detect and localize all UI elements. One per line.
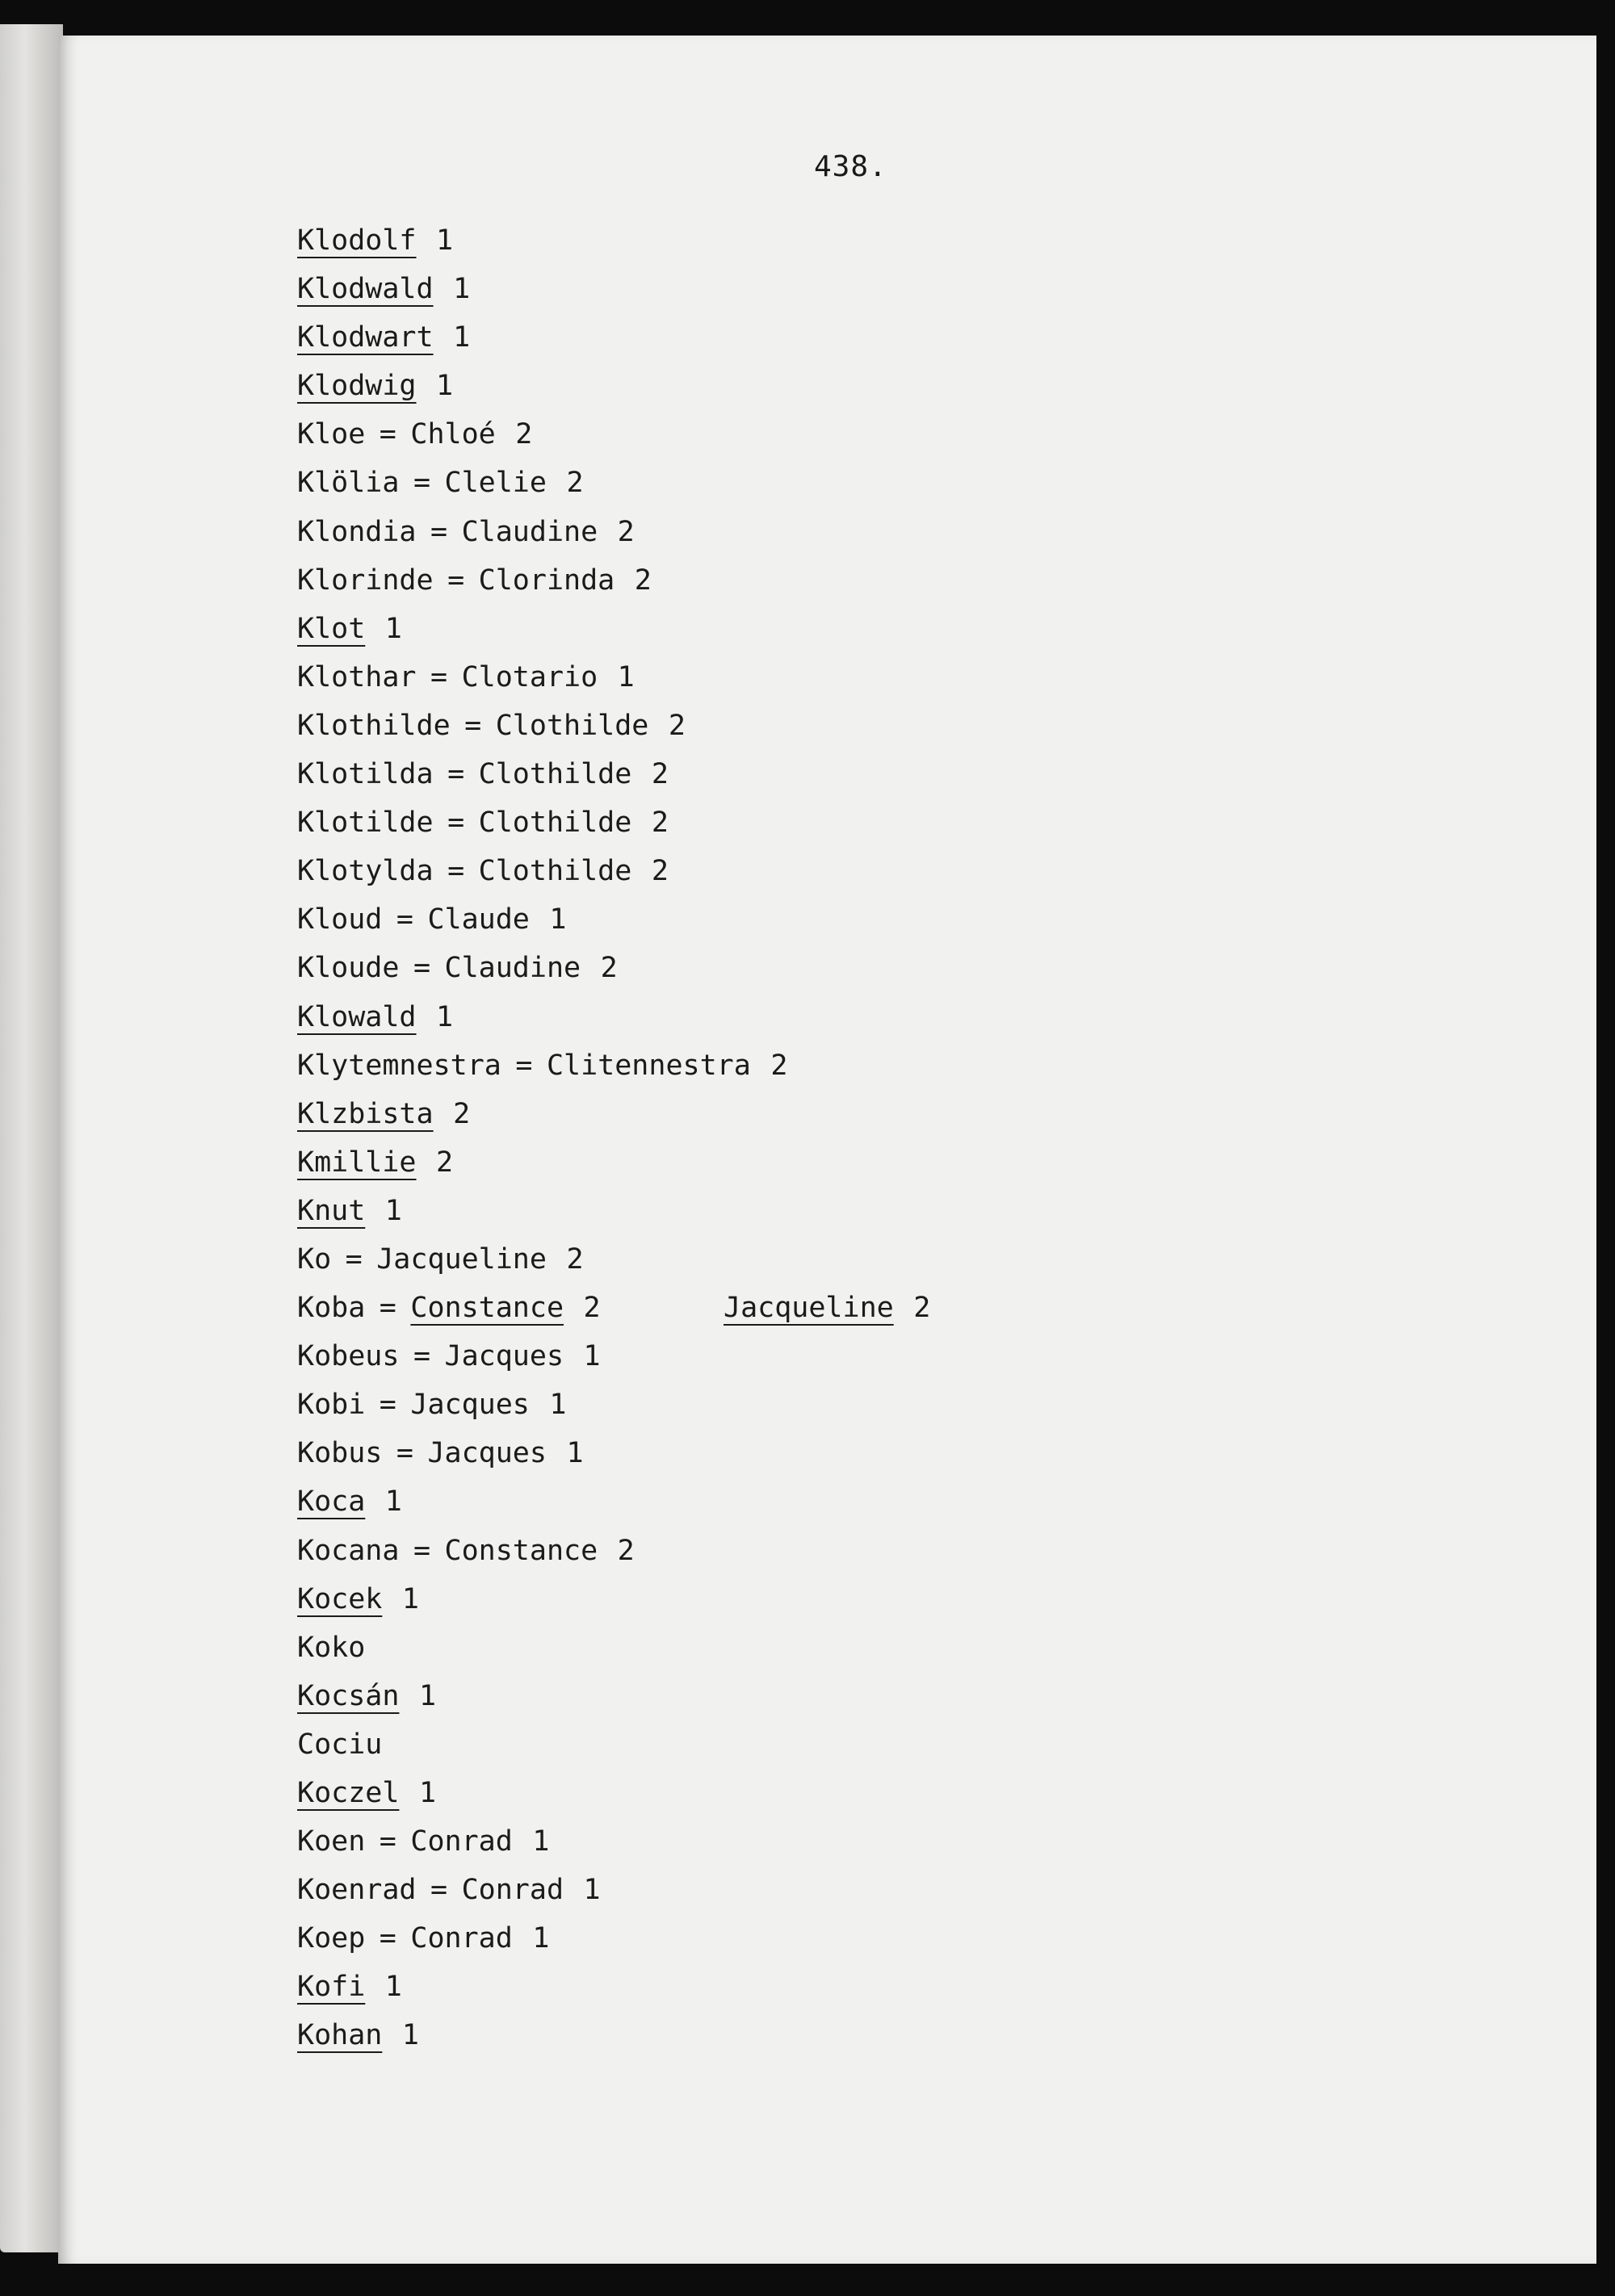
entry-name: Klölia xyxy=(297,467,400,500)
index-entry xyxy=(297,944,1428,992)
entry-equivalent: Claude xyxy=(427,903,530,936)
alternate-target: Jacqueline xyxy=(724,1292,894,1325)
entry-count: 1 xyxy=(436,370,454,403)
equals-sign: = xyxy=(447,855,465,888)
entry-name: Koenrad xyxy=(297,1874,417,1907)
entry-name: Kmillie xyxy=(297,1146,417,1179)
equals-sign: = xyxy=(464,709,482,742)
entry-count: 1 xyxy=(384,1971,402,2004)
entry-name: Koczel xyxy=(297,1777,400,1809)
index-entry xyxy=(297,1720,1428,1769)
equals-sign: = xyxy=(413,1340,431,1373)
index-entry xyxy=(297,653,1428,702)
index-entry xyxy=(297,459,1428,507)
entry-equivalent: Clelie xyxy=(444,467,547,500)
index-entry xyxy=(297,750,1428,798)
entry-count: 2 xyxy=(668,709,686,742)
entry-name: Kloud xyxy=(297,903,383,936)
entry-name: Kloude xyxy=(297,952,400,985)
entry-equivalent: Jacques xyxy=(444,1340,564,1373)
entry-count: 1 xyxy=(401,2019,419,2052)
entry-equivalent: Clorinda xyxy=(478,564,615,597)
entry-count: 1 xyxy=(549,1389,567,1422)
entry-count: 1 xyxy=(566,1437,584,1470)
entry-count: 2 xyxy=(651,758,669,791)
entry-name: Koca xyxy=(297,1485,366,1519)
entry-count: 2 xyxy=(634,564,652,597)
entry-count: 2 xyxy=(515,418,533,451)
entry-name: Kofi xyxy=(297,1971,366,2004)
entry-name: Knut xyxy=(297,1194,366,1227)
entry-name: Klotilde xyxy=(297,807,434,840)
alternate-count: 2 xyxy=(913,1292,931,1325)
index-entry xyxy=(297,605,1428,653)
entry-name: Klodolf xyxy=(297,224,417,257)
entry-name: Kocsán xyxy=(297,1679,400,1712)
index-entry xyxy=(297,1963,1428,2011)
entry-equivalent: Constance xyxy=(444,1534,598,1567)
index-entry xyxy=(297,1817,1428,1866)
equals-sign: = xyxy=(396,1437,413,1470)
equals-sign: = xyxy=(413,952,431,985)
index-entry xyxy=(297,313,1428,362)
entry-count: 2 xyxy=(617,515,635,548)
entry-equivalent: Conrad xyxy=(410,1825,513,1858)
book-spine-edge xyxy=(0,24,63,2252)
index-entry xyxy=(297,2011,1428,2059)
equals-sign: = xyxy=(413,1534,431,1567)
index-entry xyxy=(297,216,1428,265)
index-entry xyxy=(297,1041,1428,1090)
entry-count: 1 xyxy=(384,1194,402,1227)
entry-name: Klothilde xyxy=(297,709,451,742)
index-entry xyxy=(297,362,1428,410)
index-entry xyxy=(297,1477,1428,1526)
entry-name: Kocek xyxy=(297,1582,383,1615)
entry-count: 1 xyxy=(384,1485,402,1519)
equals-sign: = xyxy=(379,1922,396,1955)
entry-count: 1 xyxy=(436,224,454,257)
equals-sign: = xyxy=(515,1049,533,1082)
entry-equivalent: Constance xyxy=(410,1292,564,1325)
equals-sign: = xyxy=(430,515,448,548)
equals-sign: = xyxy=(413,467,431,500)
entry-name: Kobus xyxy=(297,1437,383,1470)
index-entry xyxy=(297,1381,1428,1429)
entry-name: Klowald xyxy=(297,1000,417,1033)
entry-equivalent: Chloé xyxy=(410,418,496,451)
entry-count: 2 xyxy=(651,855,669,888)
entry-count: 2 xyxy=(617,1534,635,1567)
equals-sign: = xyxy=(447,807,465,840)
index-entry xyxy=(297,556,1428,605)
entry-name: Klodwig xyxy=(297,370,417,403)
index-entry xyxy=(297,1138,1428,1187)
entry-name: Klodwart xyxy=(297,321,434,354)
entry-equivalent: Clothilde xyxy=(478,855,632,888)
entry-count: 1 xyxy=(418,1679,437,1712)
entry-equivalent: Clotario xyxy=(461,660,598,693)
entry-count: 1 xyxy=(401,1582,419,1615)
equals-sign: = xyxy=(430,660,448,693)
entry-name: Koen xyxy=(297,1825,366,1858)
entry-name: Kocana xyxy=(297,1534,400,1567)
entry-count: 1 xyxy=(384,612,402,645)
index-entry xyxy=(297,1624,1428,1672)
entry-equivalent: Clitennestra xyxy=(546,1049,751,1082)
entry-name: Koba xyxy=(297,1292,366,1325)
index-entry xyxy=(297,1090,1428,1138)
entry-name: Ko xyxy=(297,1242,332,1276)
index-entry xyxy=(297,1866,1428,1914)
entry-count: 2 xyxy=(770,1049,788,1082)
index-entry xyxy=(297,265,1428,313)
equals-sign: = xyxy=(379,1825,396,1858)
index-entry xyxy=(297,702,1428,750)
entry-count: 1 xyxy=(617,660,635,693)
entry-name: Klzbista xyxy=(297,1097,434,1130)
entry-name: Kobi xyxy=(297,1389,366,1422)
entry-equivalent: Clothilde xyxy=(495,709,649,742)
entry-count: 2 xyxy=(583,1292,601,1325)
index-entry xyxy=(297,1429,1428,1477)
entry-count: 1 xyxy=(418,1777,437,1809)
index-entry xyxy=(297,1332,1428,1381)
page-number: 438. xyxy=(814,150,887,183)
entry-name: Klotylda xyxy=(297,855,434,888)
entry-name: Kloe xyxy=(297,418,366,451)
index-entry xyxy=(297,1672,1428,1720)
entry-equivalent: Jacqueline xyxy=(376,1242,547,1276)
entry-name: Kobeus xyxy=(297,1340,400,1373)
equals-sign: = xyxy=(447,758,465,791)
entry-equivalent: Jacques xyxy=(410,1389,530,1422)
entry-count: 2 xyxy=(453,1097,471,1130)
equals-sign: = xyxy=(379,1292,396,1325)
entry-count: 1 xyxy=(453,273,471,306)
entry-equivalent: Conrad xyxy=(410,1922,513,1955)
entry-equivalent: Claudine xyxy=(461,515,598,548)
entry-name: Kohan xyxy=(297,2019,383,2052)
equals-sign: = xyxy=(379,1389,396,1422)
entry-count: 1 xyxy=(549,903,567,936)
index-entry xyxy=(297,1235,1428,1284)
equals-sign: = xyxy=(430,1874,448,1907)
index-entry xyxy=(297,1769,1428,1817)
entry-name: Koep xyxy=(297,1922,366,1955)
entry-count: 1 xyxy=(532,1825,550,1858)
entry-name: Klothar xyxy=(297,660,417,693)
equals-sign: = xyxy=(396,903,413,936)
equals-sign: = xyxy=(447,564,465,597)
name-index-list xyxy=(297,216,1428,2060)
entry-count: 2 xyxy=(600,952,618,985)
entry-name: Klodwald xyxy=(297,273,434,306)
entry-count: 1 xyxy=(583,1874,601,1907)
index-entry xyxy=(297,895,1428,944)
entry-equivalent: Jacques xyxy=(427,1437,547,1470)
index-entry xyxy=(297,847,1428,895)
entry-name: Klotilda xyxy=(297,758,434,791)
index-entry xyxy=(297,1284,1428,1332)
entry-count: 2 xyxy=(436,1146,454,1179)
entry-count: 2 xyxy=(651,807,669,840)
entry-count: 1 xyxy=(436,1000,454,1033)
index-entry xyxy=(297,1575,1428,1624)
entry-equivalent: Clothilde xyxy=(478,758,632,791)
entry-equivalent: Clothilde xyxy=(478,807,632,840)
entry-equivalent: Claudine xyxy=(444,952,581,985)
entry-name: Klorinde xyxy=(297,564,434,597)
entry-count: 2 xyxy=(566,467,584,500)
entry-name: Cociu xyxy=(297,1728,383,1761)
entry-count: 2 xyxy=(566,1242,584,1276)
entry-count: 1 xyxy=(453,321,471,354)
index-entry xyxy=(297,508,1428,556)
entry-count: 1 xyxy=(532,1922,550,1955)
index-entry xyxy=(297,410,1428,459)
alternate-equivalent xyxy=(724,1284,930,1332)
entry-name: Koko xyxy=(297,1631,366,1664)
index-entry xyxy=(297,1187,1428,1235)
index-entry xyxy=(297,798,1428,847)
equals-sign: = xyxy=(379,418,396,451)
entry-count: 1 xyxy=(583,1340,601,1373)
equals-sign: = xyxy=(345,1242,363,1276)
entry-name: Klytemnestra xyxy=(297,1049,501,1082)
index-entry xyxy=(297,993,1428,1041)
index-entry xyxy=(297,1527,1428,1575)
entry-name: Klot xyxy=(297,612,366,645)
entry-name: Klondia xyxy=(297,515,417,548)
index-entry xyxy=(297,1914,1428,1963)
entry-equivalent: Conrad xyxy=(461,1874,564,1907)
